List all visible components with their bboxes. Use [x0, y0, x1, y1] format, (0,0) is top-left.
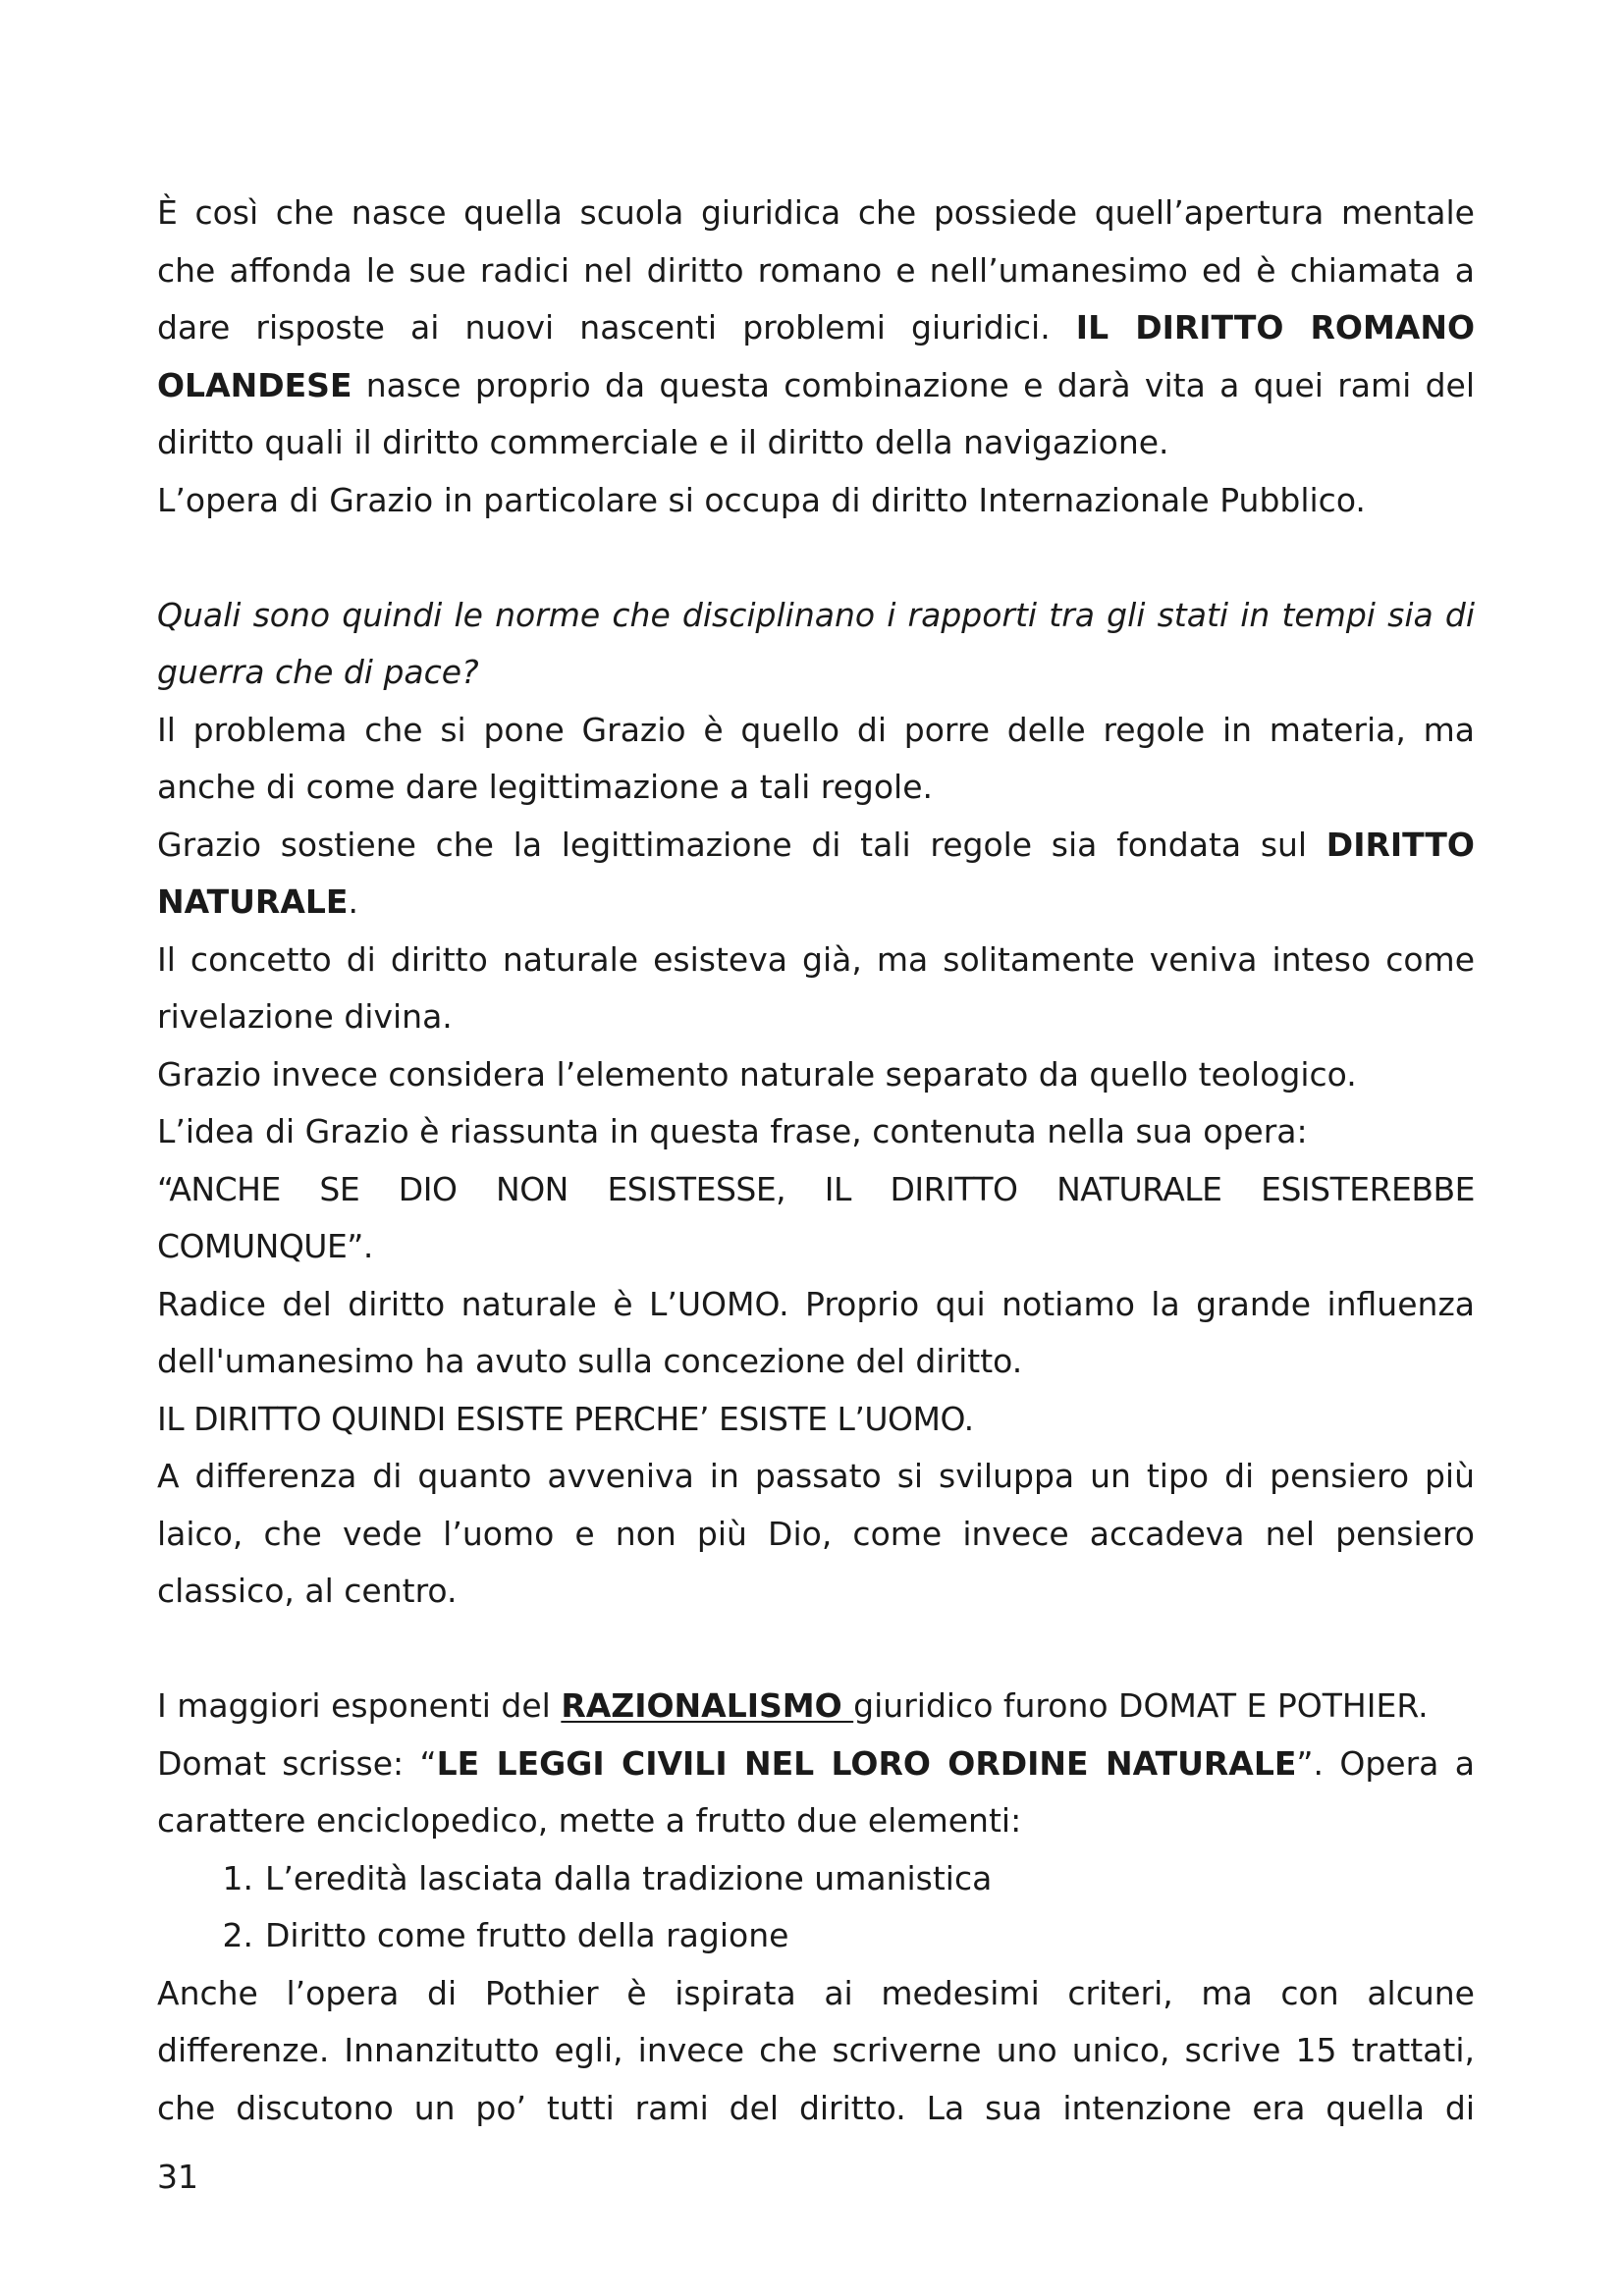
text-span: ”. Opera a — [1296, 1743, 1475, 1783]
underlined-bold-term: RAZIONALISMO — [561, 1686, 854, 1725]
text-line — [157, 299, 1475, 357]
text-span: . — [348, 882, 358, 921]
text-line: laico, che vede l’uomo e non più Dio, come invece accadeva nel pensiero — [157, 1514, 1475, 1553]
text-line: dell'umanesimo ha avuto sulla concezione del diritto. — [157, 1342, 1023, 1380]
text-line: Anche l’opera di Pothier è ispirata ai medesimi criteri, ma con alcune — [157, 1973, 1475, 2012]
text-line: anche di come dare legittimazione a tali regole. — [157, 768, 934, 806]
text-line: differenze. Innanzitutto egli, invece che scriverne uno unico, scrive 15 trattati, — [157, 2031, 1475, 2069]
list-item — [206, 1850, 1475, 1908]
quote-line: “ANCHE SE DIO NON ESISTESSE, IL DIRITTO NATURALE ESISTEREBBE — [157, 1169, 1475, 1208]
text-line: A differenza di quanto avveniva in passato si sviluppa un tipo di pensiero più — [157, 1457, 1475, 1495]
text-line: Radice del diritto naturale è L’UOMO. Proprio qui notiamo la grande influenza — [157, 1284, 1475, 1323]
text-line: classico, al centro. — [157, 1572, 458, 1610]
text-line: Il problema che si pone Grazio è quello di porre delle regole in materia, ma — [157, 710, 1475, 749]
quote-line: COMUNQUE”. — [157, 1227, 373, 1265]
paragraph-gap — [157, 1621, 1475, 1679]
paragraph-natural-law — [157, 587, 1475, 1621]
italic-question-line: Quali sono quindi le norme che disciplinano i rapporti tra gli stati in tempi sia di — [157, 595, 1475, 634]
document-body — [157, 185, 1475, 2137]
text-line: che affonda le sue radici nel diritto romano e nell’umanesimo ed è chiamata a — [157, 250, 1475, 290]
text-line — [157, 1735, 1475, 1793]
text-line: rivelazione divina. — [157, 997, 453, 1036]
text-span: nasce proprio da questa combinazione e darà vita a quei rami del — [352, 365, 1475, 404]
text-span: Grazio sostiene che la legittimazione di tali regole sia fondata sul — [157, 825, 1326, 864]
bold-term: NATURALE — [157, 882, 349, 921]
text-line: diritto quali il diritto commerciale e il diritto della navigazione. — [157, 423, 1169, 461]
text-span: I maggiori esponenti del — [157, 1686, 562, 1725]
text-line: carattere enciclopedico, mette a frutto due elementi: — [157, 1801, 1022, 1840]
bold-title: LE LEGGI CIVILI NEL LORO ORDINE NATURALE — [436, 1743, 1297, 1783]
list-item — [206, 1907, 1475, 1965]
paragraph-gap — [157, 529, 1475, 587]
list-number: 1. — [222, 1858, 253, 1897]
text-line — [157, 817, 1475, 875]
bold-term: IL DIRITTO ROMANO — [1075, 308, 1475, 347]
paragraph-rationalism — [157, 1678, 1475, 2137]
list-item-text: Diritto come frutto della ragione — [265, 1916, 789, 1954]
text-span: Domat scrisse: “ — [157, 1743, 437, 1783]
text-line: È così che nasce quella scuola giuridica che possiede quell’apertura mentale — [157, 193, 1475, 232]
text-line: L’opera di Grazio in particolare si occupa di diritto Internazionale Pubblico. — [157, 480, 1366, 519]
text-line — [157, 357, 1475, 415]
italic-question-line: guerra che di pace? — [157, 653, 479, 691]
page-number: 31 — [157, 2158, 198, 2196]
text-line: che discutono un po’ tutti rami del diritto. La sua intenzione era quella di — [157, 2088, 1475, 2127]
list-item-text: L’eredità lasciata dalla tradizione umanistica — [265, 1858, 993, 1897]
bold-term: DIRITTO — [1325, 825, 1475, 864]
text-line: IL DIRITTO QUINDI ESISTE PERCHE’ ESISTE L’UOMO. — [157, 1399, 974, 1438]
text-line: Grazio invece considera l’elemento naturale separato da quello teologico. — [157, 1054, 1357, 1094]
text-span: dare risposte ai nuovi nascenti problemi giuridici. — [157, 308, 1076, 347]
bold-term: OLANDESE — [157, 365, 352, 404]
paragraph-dutch-school — [157, 185, 1475, 529]
text-line: Il concetto di diritto naturale esisteva già, ma solitamente veniva inteso come — [157, 939, 1475, 979]
list-number: 2. — [222, 1916, 253, 1954]
text-span: giuridico furono DOMAT E POTHIER. — [853, 1686, 1429, 1725]
text-line — [157, 874, 1475, 932]
text-line — [157, 1678, 1475, 1735]
text-line: L’idea di Grazio è riassunta in questa frase, contenuta nella sua opera: — [157, 1112, 1308, 1150]
numbered-list — [157, 1850, 1475, 1965]
